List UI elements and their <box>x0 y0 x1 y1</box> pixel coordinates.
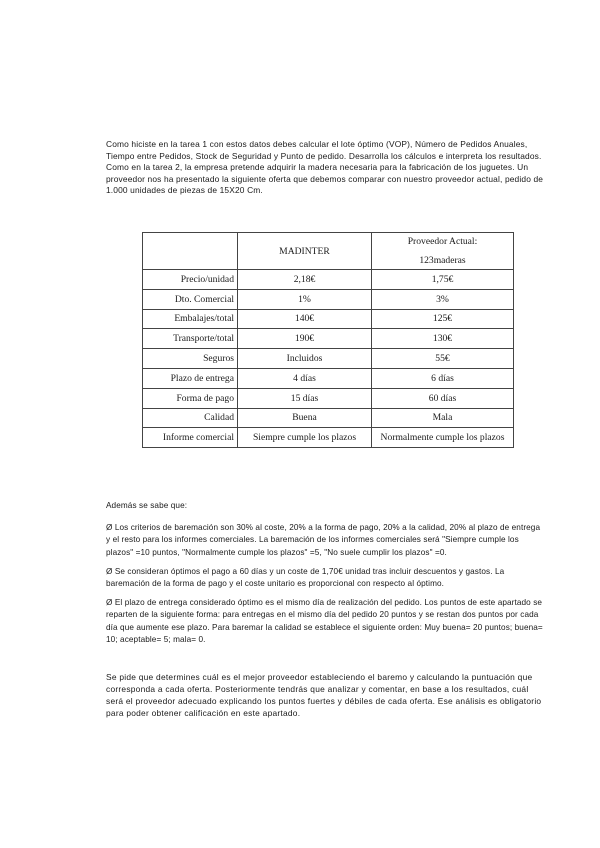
row-label: Transporte/total <box>143 329 238 349</box>
madinter-value: 2,18€ <box>238 270 372 290</box>
criteria-item-delivery-quality: Ø El plazo de entrega considerado óptimo es el mismo día de realización del pedido. Los puntos de este apartado se reparten de la siguiente forma: para entregas en el mismo día del pedido 20 puntos y se restan dos puntos por cada día que aumente ese plazo. Para baremar la calidad se establece el siguiente orden: Muy buena= 20 puntos; buena= 10; aceptable= 5; mala= 0. <box>106 598 543 644</box>
current-value: 130€ <box>372 329 514 349</box>
additional-criteria <box>106 500 546 653</box>
current-value: 60 días <box>372 388 514 408</box>
table-row <box>143 309 514 329</box>
table-header-row <box>143 233 514 270</box>
row-label: Calidad <box>143 408 238 428</box>
row-label: Embalajes/total <box>143 309 238 329</box>
table-row <box>143 428 514 448</box>
current-value: 125€ <box>372 309 514 329</box>
row-label: Seguros <box>143 349 238 369</box>
header-current-supplier <box>372 233 514 270</box>
header-current-name: 123maderas <box>419 255 466 266</box>
header-empty-cell <box>143 233 238 270</box>
current-value: 3% <box>372 289 514 309</box>
row-label: Precio/unidad <box>143 270 238 290</box>
intro-paragraph-2: Como en la tarea 2, la empresa pretende adquirir la madera necesaria para la fabricación de los juguetes. Un proveedor nos ha presentado la siguiente oferta que debemos comparar con nuestro proveedor actual, pedido de 1.000 unidades de piezas de 15X20 Cm. <box>106 162 544 195</box>
criteria-item-weights: Ø Los criterios de baremación son 30% al coste, 20% a la forma de pago, 20% a la calidad, 20% al plazo de entrega y el resto para los informes comerciales. La baremación de los informes comerciales será "Siempre cumple los plazos" =10 puntos, "Normalmente cumple los plazos" =5, "No suele cumplir los plazos" =0. <box>106 523 541 557</box>
offer-comparison-table <box>142 232 514 448</box>
table-row <box>143 408 514 428</box>
criteria-item-optimum: Ø Se consideran óptimos el pago a 60 días y un coste de 1,70€ unidad tras incluir descuentos y gastos. La baremación de la forma de pago y el coste unitario es proporcional con respecto al óptimo. <box>106 566 505 589</box>
current-value: 6 días <box>372 368 514 388</box>
current-value: 55€ <box>372 349 514 369</box>
table-row <box>143 270 514 290</box>
madinter-value: 4 días <box>238 368 372 388</box>
table-row <box>143 289 514 309</box>
row-label: Informe comercial <box>143 428 238 448</box>
current-value: Normalmente cumple los plazos <box>372 428 514 448</box>
madinter-value: Incluidos <box>238 349 372 369</box>
current-value: 1,75€ <box>372 270 514 290</box>
current-value: Mala <box>372 408 514 428</box>
header-current-label: Proveedor Actual: <box>407 236 478 247</box>
row-label: Forma de pago <box>143 388 238 408</box>
criteria-lead: Además se sabe que: <box>106 501 188 510</box>
table-row <box>143 388 514 408</box>
table-row <box>143 329 514 349</box>
row-label: Dto. Comercial <box>143 289 238 309</box>
madinter-value: 1% <box>238 289 372 309</box>
intro-text <box>106 139 546 197</box>
madinter-value: 190€ <box>238 329 372 349</box>
task-instructions <box>106 671 546 719</box>
row-label: Plazo de entrega <box>143 368 238 388</box>
table-row <box>143 349 514 369</box>
task-instructions-text: Se pide que determines cuál es el mejor proveedor estableciendo el baremo y calculando la puntuación que corresponda a cada oferta. Posteriormente tendrás que analizar y comentar, en base a los resultados, cuál será el proveedor adecuado explicando los puntos fuertes y débiles de cada oferta. Ese análisis es obligatorio para poder obtener calificación en este apartado. <box>106 672 542 718</box>
intro-paragraph-1: Como hiciste en la tarea 1 con estos datos debes calcular el lote óptimo (VOP), Número de Pedidos Anuales, Tiempo entre Pedidos, Stock de Seguridad y Punto de pedido. Desarrolla los cálculos e interpreta los resultados. <box>106 139 542 161</box>
table-row <box>143 368 514 388</box>
madinter-value: 15 días <box>238 388 372 408</box>
madinter-value: Buena <box>238 408 372 428</box>
header-madinter: MADINTER <box>238 233 372 270</box>
madinter-value: 140€ <box>238 309 372 329</box>
madinter-value: Siempre cumple los plazos <box>238 428 372 448</box>
